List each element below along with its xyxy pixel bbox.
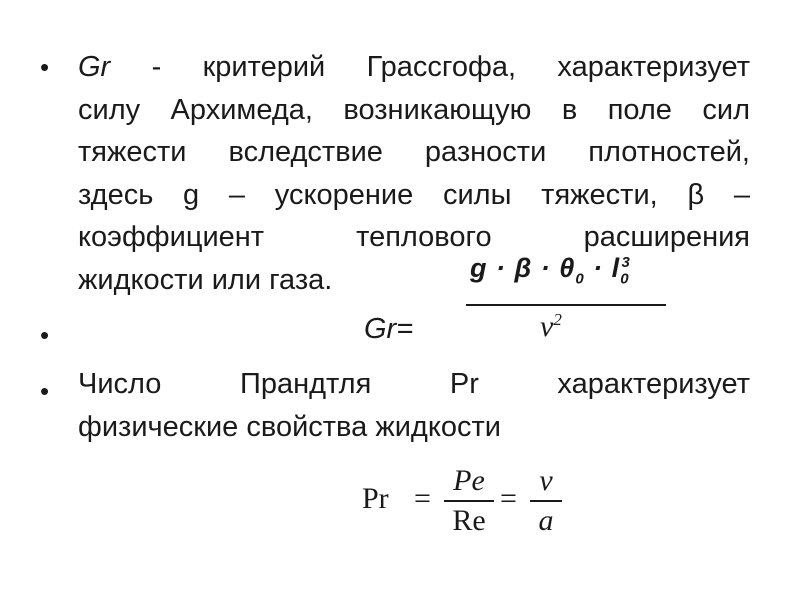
grashof-formula-denominator: $\nu^2$: [540, 310, 562, 343]
text-line: силу Архимеда, возникающую в поле сил: [78, 93, 750, 126]
grashof-fraction-bar: [466, 304, 666, 306]
fraction-denominator: Re: [452, 504, 486, 537]
text-line: жидкости или газа.: [78, 263, 333, 296]
bullet-marker: •: [40, 320, 50, 350]
text-line: тяжести вследствие разности плотностей,: [78, 136, 750, 169]
bullet-marker: •: [40, 376, 50, 406]
fraction-numerator: ν: [530, 462, 562, 502]
equals-sign: =: [414, 482, 431, 515]
grashof-formula-numerator: $g \cdot \beta \cdot \theta_0 \cdot l_0^3$: [470, 253, 631, 288]
bullet-grashof-description: [78, 46, 750, 302]
prandtl-symbol: Pr: [362, 482, 389, 515]
bullet-marker: •: [40, 52, 50, 82]
grashof-symbol: Gr: [78, 51, 111, 83]
equals-sign: =: [500, 482, 517, 515]
prandtl-formula: [362, 462, 572, 542]
bullet-prandtl-description: [78, 363, 750, 448]
nu-over-a-fraction: [530, 462, 562, 540]
text-line: физические свойства жидкости: [78, 410, 501, 443]
fraction-denominator: a: [538, 504, 554, 537]
fraction-numerator: Pe: [444, 462, 494, 502]
text-line: коэффициент теплового расширения: [78, 221, 750, 254]
text-line: Число Прандтля Pr характеризует: [78, 368, 750, 400]
text-line: здесь g – ускорение силы тяжести, β –: [78, 178, 750, 211]
peclet-over-reynolds-fraction: [444, 462, 494, 540]
grashof-formula-label: Gr=: [364, 313, 414, 345]
text-line: Gr - критерий Грассгофа, характеризует: [78, 51, 750, 83]
